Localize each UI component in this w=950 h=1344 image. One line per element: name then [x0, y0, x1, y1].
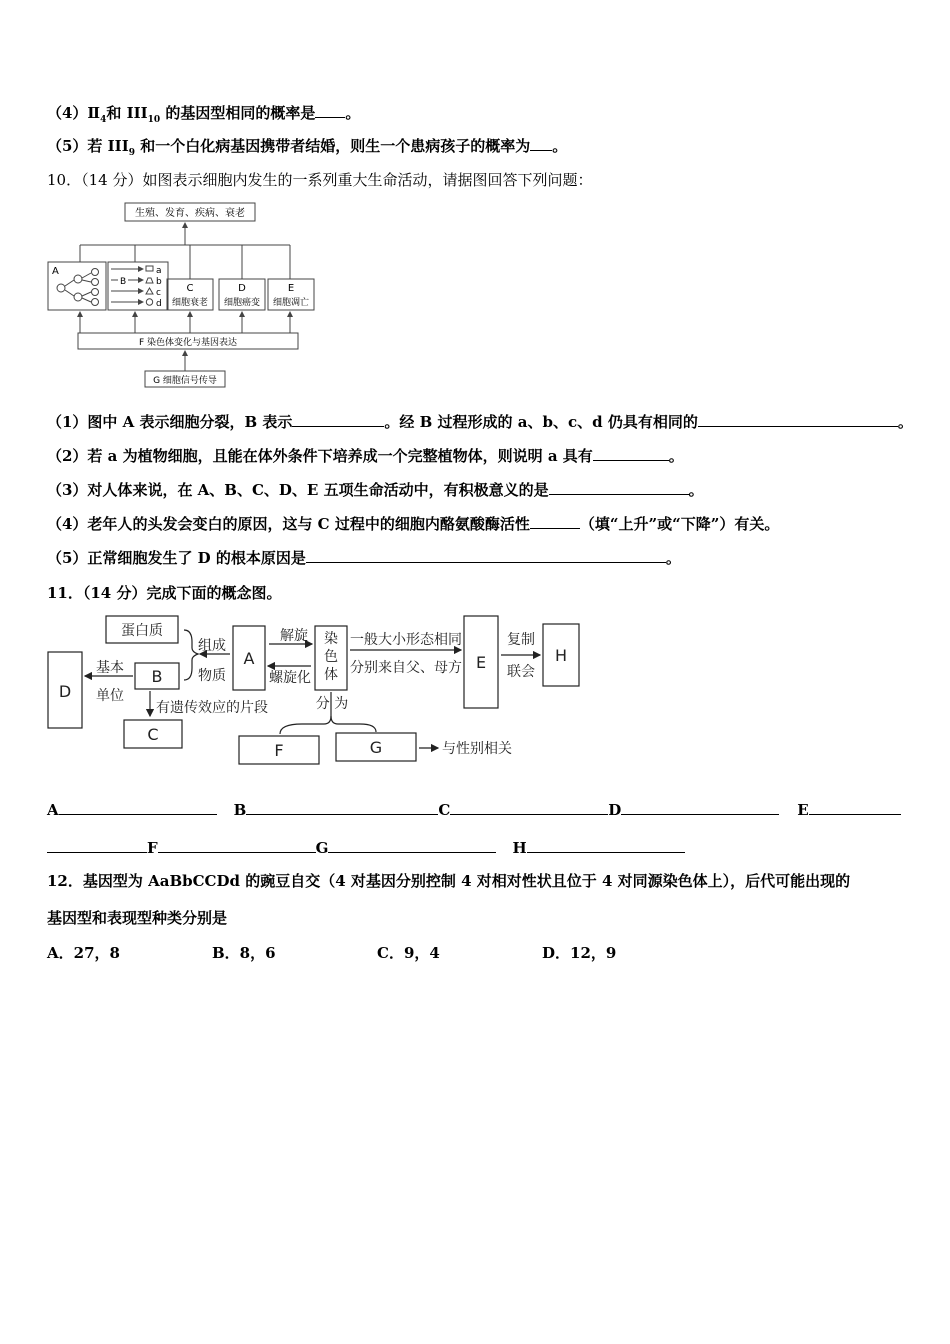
answer-blank[interactable]: [306, 548, 666, 563]
c-letter: C: [147, 725, 159, 744]
fuzhi-text: 复制: [507, 632, 535, 648]
ran-text: 染: [324, 631, 338, 647]
q10-sub5: （5）正常细胞发生了 D 的根本原因是 。: [47, 549, 681, 567]
q9-part4: $(4)Ⅱ_4$和 $III_{10}$ 的基因型相同的概率是 。: [47, 104, 361, 125]
q12-line2: 基因型和表现型种类分别是: [47, 909, 228, 927]
answer-blank-g[interactable]: [328, 838, 496, 853]
q10-sub2: （2）若 a 为植物细胞，且能在体外条件下培养成一个完整植物体，则说明 a 具有 。: [47, 447, 684, 465]
answer-blank[interactable]: [530, 136, 552, 151]
desc1-text: 一般大小形态相同: [350, 632, 462, 648]
cell-d: d: [156, 299, 162, 309]
wuzhi-text: 物质: [198, 668, 226, 684]
q10-sub1: （1）图中 A 表示细胞分裂，B 表示 。经 B 过程形成的 a、b、c、d 仍具有相同的 。: [47, 413, 913, 431]
answer-blank-e-cont[interactable]: [47, 838, 147, 853]
answer-blank-f[interactable]: [158, 838, 316, 853]
a-letter: A: [243, 649, 255, 668]
q11-header: 11．（14 分）完成下面的概念图。: [47, 584, 282, 602]
q12-line1: 12．基因型为 AaBbCCDd 的豌豆自交（4 对基因分别控制 4 对相对性状且位于 4 对同源染色体上），后代可能出现的: [47, 872, 851, 890]
luoxuanhua-text: 螺旋化: [269, 670, 311, 686]
answer-blank[interactable]: [315, 103, 345, 118]
protein-text: 蛋白质: [121, 623, 163, 639]
option-c[interactable]: C．9，4: [377, 944, 440, 962]
answer-blank[interactable]: [530, 514, 580, 529]
c-text: 细胞衰老: [171, 298, 209, 308]
life-activities-diagram: [45, 200, 325, 392]
b-letter: B: [151, 667, 163, 686]
lianhui-text: 联会: [507, 664, 535, 680]
q11-answers-row2: F G H: [47, 838, 685, 858]
zucheng-text: 组成: [198, 638, 226, 654]
xingbie-text: 与性别相关: [442, 741, 512, 757]
se-text: 色: [324, 649, 338, 665]
answer-blank-c[interactable]: [450, 800, 608, 815]
answer-blank[interactable]: [549, 480, 689, 495]
e-letter: E: [475, 653, 487, 672]
ti-text: 体: [324, 667, 338, 683]
answer-blank[interactable]: [292, 412, 384, 427]
answer-blank[interactable]: [698, 412, 898, 427]
d-letter: D: [58, 682, 72, 701]
fenwei-text: 分 为: [315, 696, 349, 712]
cell-b: b: [156, 277, 162, 287]
answer-blank-d[interactable]: [621, 800, 779, 815]
e-text: 细胞凋亡: [272, 298, 310, 308]
d-letter: D: [238, 283, 246, 294]
q10-header: 10．（14 分）如图表示细胞内发生的一系列重大生命活动，请据图回答下列问题：: [47, 171, 593, 189]
option-b[interactable]: B．8，6: [212, 944, 276, 962]
a-label: A: [52, 266, 59, 277]
danwei-text: 单位: [96, 688, 124, 704]
h-letter: H: [554, 646, 568, 665]
q11-answers-row1: A B C D E: [47, 800, 901, 820]
concept-map: [40, 610, 600, 770]
answer-blank-b[interactable]: [246, 800, 438, 815]
f-text: F 染色体变化与基因表达: [138, 338, 238, 348]
option-a[interactable]: A．27，8: [47, 944, 120, 962]
top-text: 生殖、发育、疾病、衰老: [135, 208, 245, 219]
f-letter: F: [274, 741, 284, 760]
answer-blank-e[interactable]: [809, 800, 901, 815]
jiben-text: 基本: [96, 660, 124, 676]
q10-sub3: （3）对人体来说，在 A、B、C、D、E 五项生命活动中，有积极意义的是 。: [47, 481, 704, 499]
g-text: G 细胞信号传导: [153, 376, 217, 386]
youyichuan-text: 有遗传效应的片段: [156, 700, 268, 716]
desc2-text: 分别来自父、母方: [350, 660, 462, 676]
q10-sub4: （4）老年人的头发会变白的原因，这与 C 过程中的细胞内酪氨酸酶活性 （填“上升”或“下降”）有关。: [47, 515, 780, 533]
answer-blank-a[interactable]: [59, 800, 217, 815]
q9-part5: （5）若 $III_9$ 和一个白化病基因携带者结婚，则生一个患病孩子的概率为 。: [47, 137, 568, 158]
jiexuan-text: 解旋: [280, 628, 308, 644]
c-letter: C: [186, 283, 194, 294]
answer-blank[interactable]: [593, 446, 669, 461]
b-label: B: [120, 277, 127, 287]
e-letter: E: [287, 283, 295, 294]
cell-c: c: [156, 288, 161, 298]
answer-blank-h[interactable]: [527, 838, 685, 853]
cell-a: a: [156, 266, 162, 276]
g-letter: G: [369, 738, 383, 757]
option-d[interactable]: D．12，9: [542, 944, 617, 962]
d-text: 细胞癌变: [223, 298, 261, 308]
